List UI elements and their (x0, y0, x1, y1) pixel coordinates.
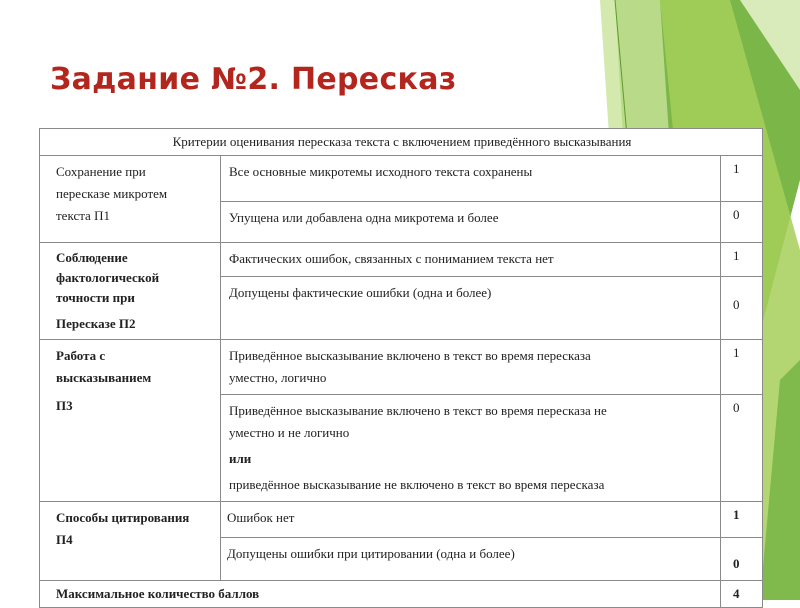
table-row (40, 340, 763, 395)
criterion-score: 1 (721, 340, 763, 395)
criteria-table (39, 128, 763, 608)
table-row (40, 243, 763, 277)
criterion-description: Упущена или добавлена одна микротема и более (221, 202, 721, 243)
criterion-description: Приведённое высказывание включено в текст во время пересказа уместно, логично (221, 340, 721, 395)
criterion-score: 0 (721, 277, 763, 340)
slide-title: Задание №2. Пересказ (50, 62, 457, 97)
table-row (40, 156, 763, 202)
table-header: Критерии оценивания пересказа текста с включением приведённого высказывания (40, 129, 763, 156)
max-score-label: Максимальное количество баллов (40, 581, 721, 608)
criterion-score: 1 (721, 502, 763, 538)
criterion-name: Работа с высказыванием П3 (40, 340, 221, 502)
criterion-score: 1 (721, 243, 763, 277)
table-row-total (40, 581, 763, 608)
criterion-description: Ошибок нет (221, 502, 721, 538)
criterion-name: Соблюдение фактологической точности при Пересказе П2 (40, 243, 221, 340)
table-header-row (40, 129, 763, 156)
criterion-description: Допущены ошибки при цитировании (одна и более) (221, 538, 721, 581)
criterion-score: 0 (721, 538, 763, 581)
max-score-value: 4 (721, 581, 763, 608)
criterion-description: Все основные микротемы исходного текста сохранены (221, 156, 721, 202)
criterion-score: 1 (721, 156, 763, 202)
table-row (40, 502, 763, 538)
criterion-name: Способы цитирования П4 (40, 502, 221, 581)
criterion-description: Допущены фактические ошибки (одна и более) (221, 277, 721, 340)
criterion-score: 0 (721, 395, 763, 502)
criterion-score: 0 (721, 202, 763, 243)
criterion-description: Фактических ошибок, связанных с пониманием текста нет (221, 243, 721, 277)
or-word: или (229, 451, 252, 466)
criterion-description: Приведённое высказывание включено в текст во время пересказа не уместно и не логично или приведённое высказывание не включено в текст во время пересказа (221, 395, 721, 502)
criterion-name: Сохранение при пересказе микротем текста П1 (40, 156, 221, 243)
